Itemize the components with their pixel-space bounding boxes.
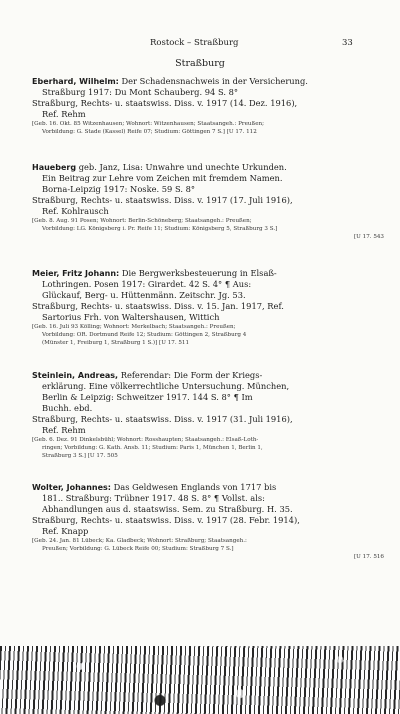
entry-line: Straßburg, Rechts- u. staatswiss. Diss. v. 15. Jan. 1917, Ref. (32, 301, 284, 311)
entry-author: Meier, Fritz Johann: (32, 269, 120, 278)
bibliography-entry (32, 268, 384, 347)
entry-signature: [U 17. 543 (353, 234, 384, 240)
entry-note: Preußen; Vorbildung: G. Lübeck Reife 00; Studium: Straßburg 7 S.] (42, 546, 234, 552)
entry-title: Die Bergwerksbesteuerung in Elsaß- (121, 268, 277, 278)
running-head-title: Rostock – Straßburg (150, 38, 239, 48)
entry-author: Eberhard, Wilhelm: (32, 77, 119, 86)
entry-note: [Geb. 16. Juli 93 Kölling; Wohnort: Merkelbach; Staatsangeh.: Preußen; (32, 324, 236, 330)
bibliography-entry (32, 162, 384, 241)
entry-line: Ref. Rehm (42, 109, 86, 119)
entry-note: [Geb. 24. Jan. 81 Lübeck; Ka. Gladbeck; Wohnort: Straßburg; Staatsangeh.: (32, 538, 247, 544)
entry-line: 181.. Straßburg: Trübner 1917. 48 S. 8° ¶ Vollst. als: (42, 493, 265, 503)
entry-note: Vorbildung: LG. Königsberg i. Pr. Reife 11; Studium: Königsberg 5, Straßburg 3 S.] (42, 226, 278, 232)
entry-title: geb. Janz, Lisa: Unwahre und unechte Urkunden. (78, 162, 287, 172)
entry-line: Straßburg, Rechts- u. staatswiss. Diss. v. 1917 (28. Febr. 1914), (32, 515, 300, 525)
entry-note: Vorbildung: G. Stade (Kassel) Reife 07; Studium: Göttingen 7 S.] [U 17. 112 (42, 129, 257, 135)
entry-author: Haueberg (32, 163, 77, 172)
entry-line: Sartorius Frh. von Waltershausen, Wittich (42, 312, 220, 322)
entry-note: [Geb. 16. Okt. 85 Witzenhausen; Wohnort: Witzenhausen; Staatsangeh.: Preußen; (32, 121, 265, 127)
entry-note: [Geb. 6. Dez. 91 Dinkelsbühl; Wohnort: Rosshaupten; Staatsangeh.: Elsaß-Loth- (32, 437, 259, 443)
entry-note: Vorbildung: OR. Dortmund Reife 12; Studium: Göttingen 2, Straßburg 4 (42, 332, 247, 338)
entry-line: Glückauf, Berg- u. Hüttenmänn. Zeitschr. Jg. 53. (42, 290, 246, 300)
entry-line: Ref. Knapp (42, 526, 89, 536)
bibliography-entry (32, 370, 384, 460)
scan-noise-band (0, 646, 400, 714)
entry-note: (Münster 1, Freiburg 1, Straßburg 1 S.)] [U 17. 511 (42, 340, 190, 346)
entry-line: Straßburg 1917: Du Mont Schauberg. 94 S. 8° (42, 87, 239, 97)
entry-line: Ein Beitrag zur Lehre vom Zeichen mit fremdem Namen. (42, 173, 283, 183)
entry-line: Berlin & Leipzig: Schweitzer 1917. 144 S. 8° ¶ Im (42, 392, 253, 402)
entry-title: Referendar: Die Form der Kriegs- (120, 370, 263, 380)
entry-line: erklärung. Eine völkerrechtliche Untersuchung. München, (42, 381, 290, 391)
bibliography-entry (32, 76, 384, 136)
entry-note: Straßburg 3 S.] [U 17. 505 (42, 453, 118, 459)
entry-author: Wolter, Johannes: (32, 483, 111, 492)
entry-signature: [U 17. 516 (353, 554, 384, 560)
entry-note: [Geb. 8. Aug. 91 Posen; Wohnort: Berlin-Schöneberg; Staatsangeh.: Preußen; (32, 218, 252, 224)
entry-line: Straßburg, Rechts- u. staatswiss. Diss. v. 1917 (31. Juli 1916), (32, 414, 293, 424)
entry-author: Steinlein, Andreas, (32, 371, 119, 380)
entry-line: Buchh. ebd. (42, 403, 93, 413)
entry-line: Straßburg, Rechts- u. staatswiss. Diss. v. 1917 (14. Dez. 1916), (32, 98, 298, 108)
entry-title: Der Schadensnachweis in der Versicherung. (121, 76, 308, 86)
section-title: Straßburg (175, 58, 225, 69)
entry-line: Straßburg, Rechts- u. staatswiss. Diss. v. 1917 (17. Juli 1916), (32, 195, 293, 205)
entry-line: Ref. Rehm (42, 425, 86, 435)
entry-line: Borna-Leipzig 1917: Noske. 59 S. 8° (42, 184, 196, 194)
entry-note: ringen; Vorbildung: G. Kath. Ansb. 11; Studium: Paris 1, München 1, Berlin 1, (42, 445, 263, 451)
entry-title: Das Geldwesen Englands von 1717 bis (113, 482, 277, 492)
bibliography-entry (32, 482, 384, 561)
entry-line: Lothringen. Posen 1917: Girardet. 42 S. 4° ¶ Aus: (42, 279, 252, 289)
entry-line: Ref. Kohlrausch (42, 206, 109, 216)
entry-line: Abhandlungen aus d. staatswiss. Sem. zu Straßburg. H. 35. (42, 504, 293, 514)
page-number: 33 (342, 38, 353, 48)
